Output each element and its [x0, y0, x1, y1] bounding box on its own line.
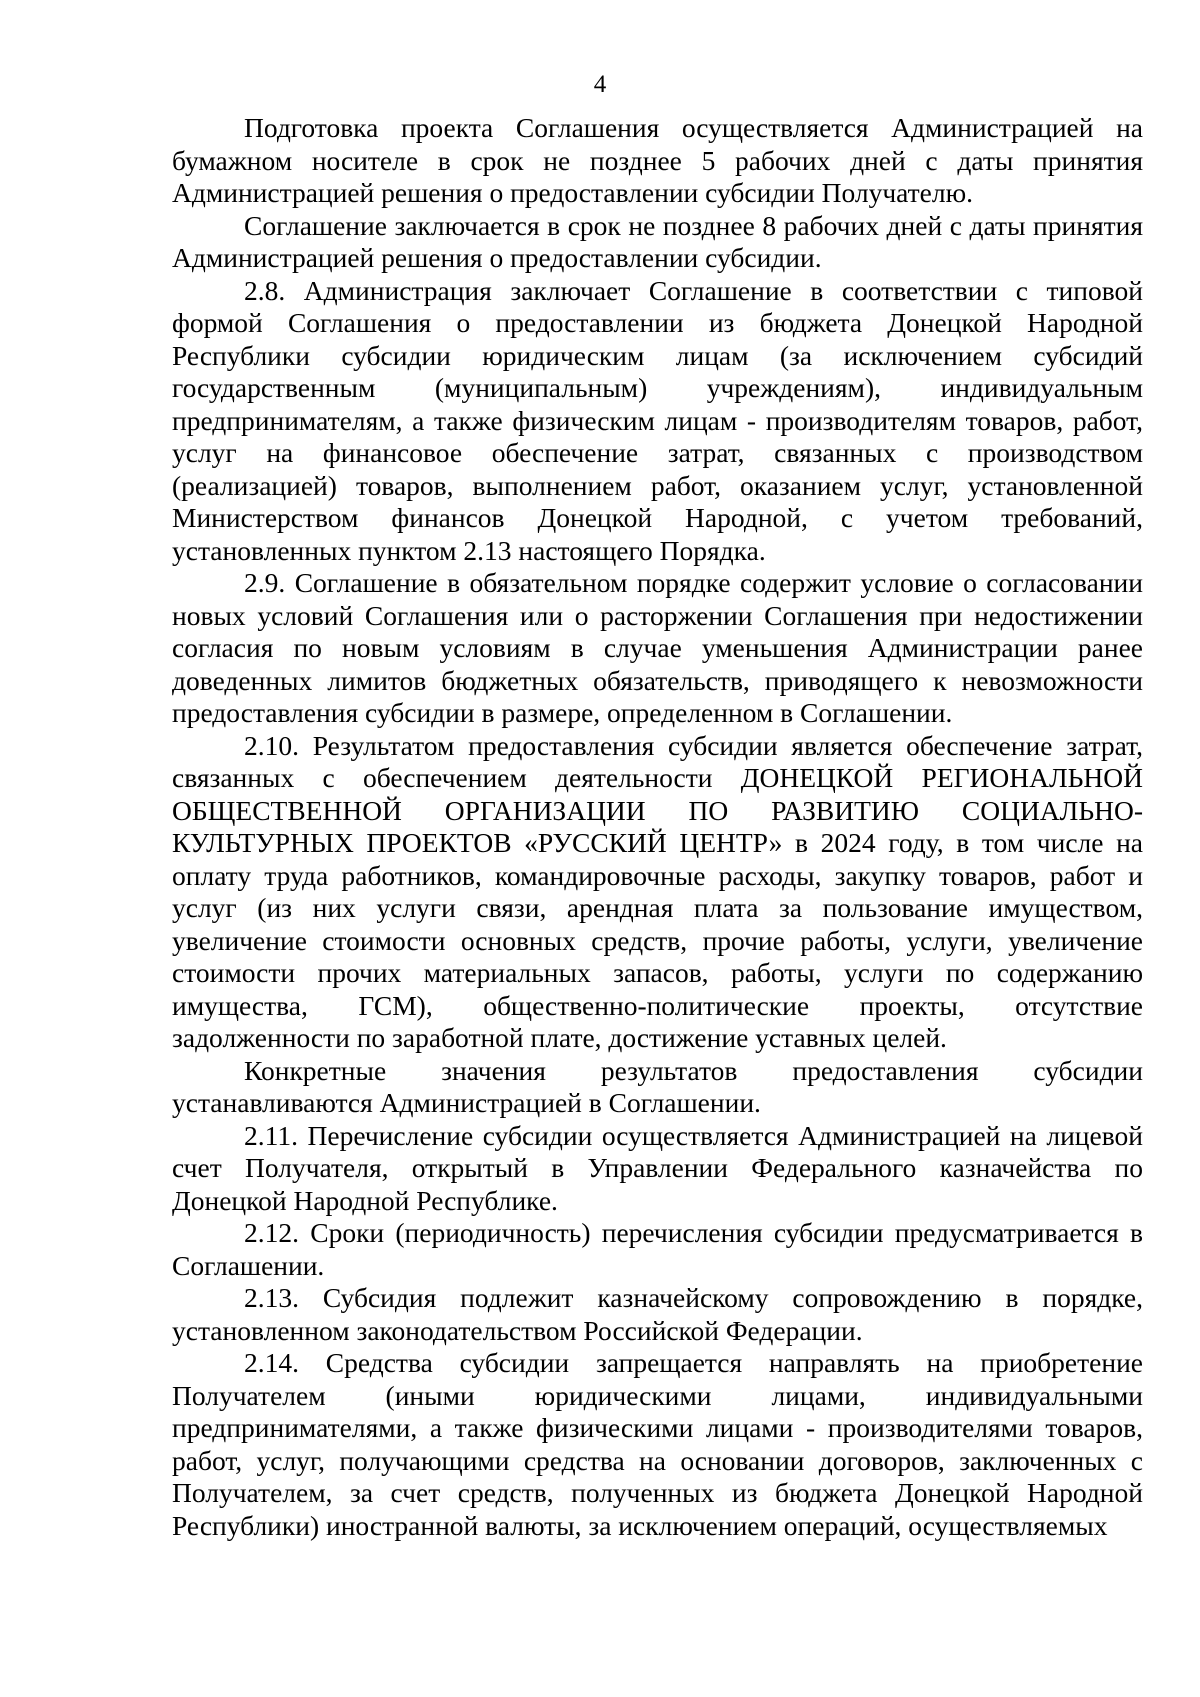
paragraph-2-10: 2.10. Результатом предоставления субсидии является обеспечение затрат, связанных с обеспечением деятельности ДОНЕЦКОЙ РЕГИОНАЛЬНОЙ ОБЩЕСТВЕННОЙ ОРГАНИЗАЦИИ ПО РАЗВИТИЮ СОЦИАЛЬНО-КУЛЬТУРНЫХ ПРОЕКТОВ «РУССКИЙ ЦЕНТР» в 2024 году, в том числе на оплату труда работников, командировочные расходы, закупку товаров, работ и услуг (из них услуги связи, арендная плата за пользование имуществом, увеличение стоимости основных средств, прочие работы, услуги, увеличение стоимости прочих материальных запасов, работы, услуги по содержанию имущества, ГСМ), общественно-политические проекты, отсутствие задолженности по заработной плате, достижение уставных целей. [172, 729, 1143, 1053]
paragraph-agreement-conclusion: Соглашение заключается в срок не позднее 8 рабочих дней с даты принятия Администрацией решения о предоставлении субсидии. [172, 209, 1143, 273]
page-number: 4 [593, 71, 607, 98]
paragraph-2-9: 2.9. Соглашение в обязательном порядке содержит условие о согласовании новых условий Соглашения или о расторжении Соглашения при недостижении согласия по новым условиям в случае уменьшения Администрации ранее доведенных лимитов бюджетных обязательств, приводящего к невозможности предоставления субсидии в размере, определенном в Соглашении. [172, 567, 1143, 728]
paragraph-2-12: 2.12. Сроки (периодичность) перечисления субсидии предусматривается в Соглашении. [172, 1217, 1143, 1281]
paragraph-2-8: 2.8. Администрация заключает Соглашение в соответствии с типовой формой Соглашения о предоставлении из бюджета Донецкой Народной Республики субсидии юридическим лицам (за исключением субсидий государственным (муниципальным) учреждениям), индивидуальным предпринимателям, а также физическим лицам - производителям товаров, работ, услуг на финансовое обеспечение затрат, связанных с производством (реализацией) товаров, выполнением работ, оказанием услуг, установленной Министерством финансов Донецкой Народной, с учетом требований, установленных пунктом 2.13 настоящего Порядка. [172, 274, 1143, 566]
paragraph-agreement-preparation: Подготовка проекта Соглашения осуществляется Администрацией на бумажном носителе в срок не позднее 5 рабочих дней с даты принятия Администрацией решения о предоставлении субсидии Получателю. [172, 112, 1143, 208]
paragraph-result-values: Конкретные значения результатов предоставления субсидии устанавливаются Администрацией в Соглашении. [172, 1054, 1143, 1118]
paragraph-2-11: 2.11. Перечисление субсидии осуществляется Администрацией на лицевой счет Получателя, открытый в Управлении Федерального казначейства по Донецкой Народной Республике. [172, 1119, 1143, 1216]
document-body [172, 112, 1143, 1542]
paragraph-2-14: 2.14. Средства субсидии запрещается направлять на приобретение Получателем (иными юридическими лицами, индивидуальными предпринимателями, а также физическими лицами - производителями товаров, работ, услуг, получающими средства на основании договоров, заключенных с Получателем, за счет средств, полученных из бюджета Донецкой Народной Республики) иностранной валюты, за исключением операций, осуществляемых [172, 1347, 1143, 1541]
paragraph-2-13: 2.13. Субсидия подлежит казначейскому сопровождению в порядке, установленном законодательством Российской Федерации. [172, 1282, 1143, 1346]
